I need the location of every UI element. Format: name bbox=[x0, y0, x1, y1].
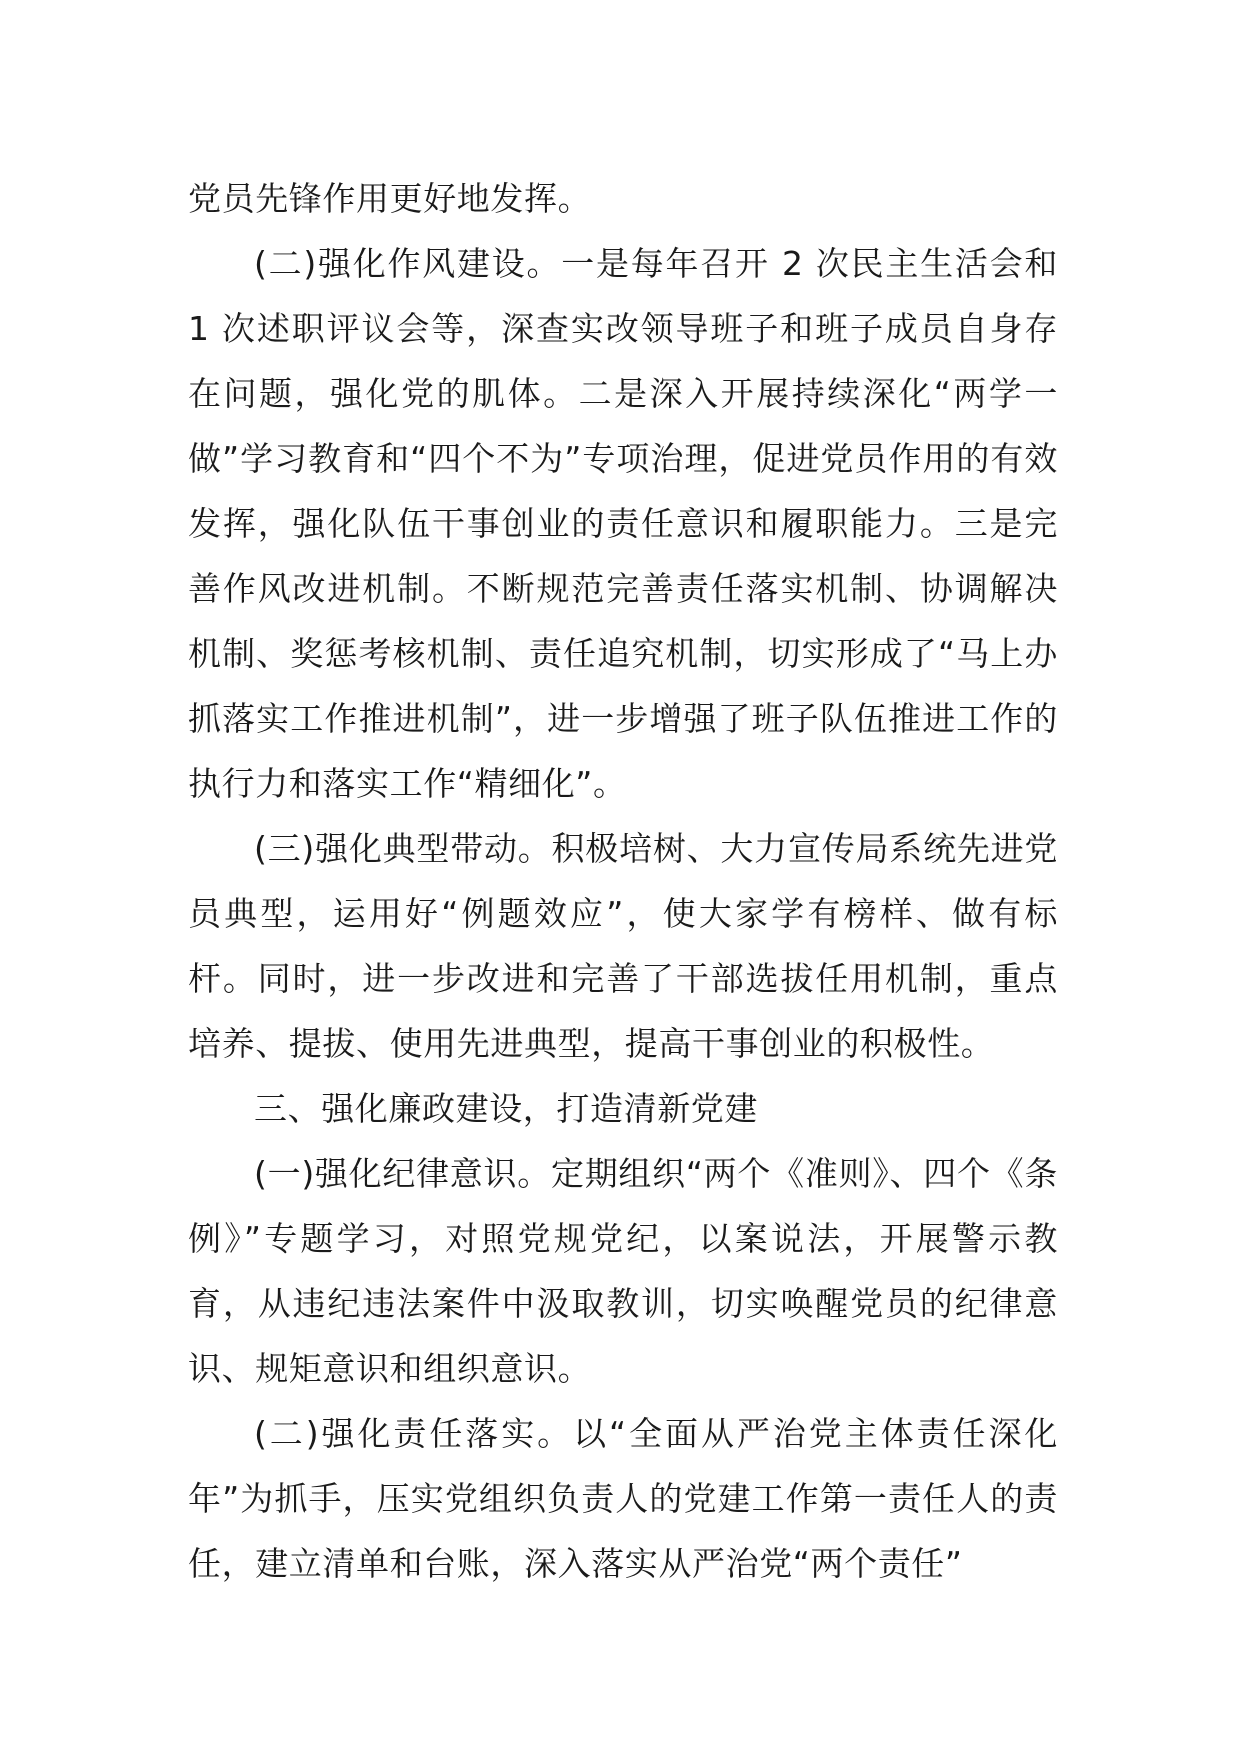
paragraph-continuation: 党员先锋作用更好地发挥。 bbox=[188, 179, 592, 218]
paragraph-style-building: (二)强化作风建设。一是每年召开 2 次民主生活会和 1 次述职评议会等，深查实改领导班子和班子成员自身存在问题，强化党的肌体。二是深入开展持续深化“两学一做”学习教育和“四个不为”专项治理，促进党员作用的有效发挥，强化队伍干事创业的责任意识和履职能力。三是完善作风改进机制。不断规范完善责任落实机制、协调解决机制、奖惩考核机制、责任追究机制，切实形成了“马上办抓落实工作推进机制”，进一步增强了班子队伍推进工作的执行力和落实工作“精细化”。 bbox=[188, 244, 1058, 803]
section-heading-integrity: 三、强化廉政建设，打造清新党建 bbox=[254, 1089, 758, 1128]
paragraph-responsibility: (二)强化责任落实。以“全面从严治党主体责任深化年”为抓手，压实党组织负责人的党建工作第一责任人的责任，建立清单和台账，深入落实从严治党“两个责任” bbox=[188, 1414, 1058, 1583]
paragraph-discipline: (一)强化纪律意识。定期组织“两个《准则》、四个《条例》”专题学习，对照党规党纪，以案说法，开展警示教育，从违纪违法案件中汲取教训，切实唤醒党员的纪律意识、规矩意识和组织意识。 bbox=[188, 1154, 1058, 1388]
document-body bbox=[188, 166, 1058, 1596]
paragraph-role-models: (三)强化典型带动。积极培树、大力宣传局系统先进党员典型，运用好“例题效应”，使大家学有榜样、做有标杆。同时，进一步改进和完善了干部选拔任用机制，重点培养、提拔、使用先进典型，提高干事创业的积极性。 bbox=[188, 829, 1058, 1063]
